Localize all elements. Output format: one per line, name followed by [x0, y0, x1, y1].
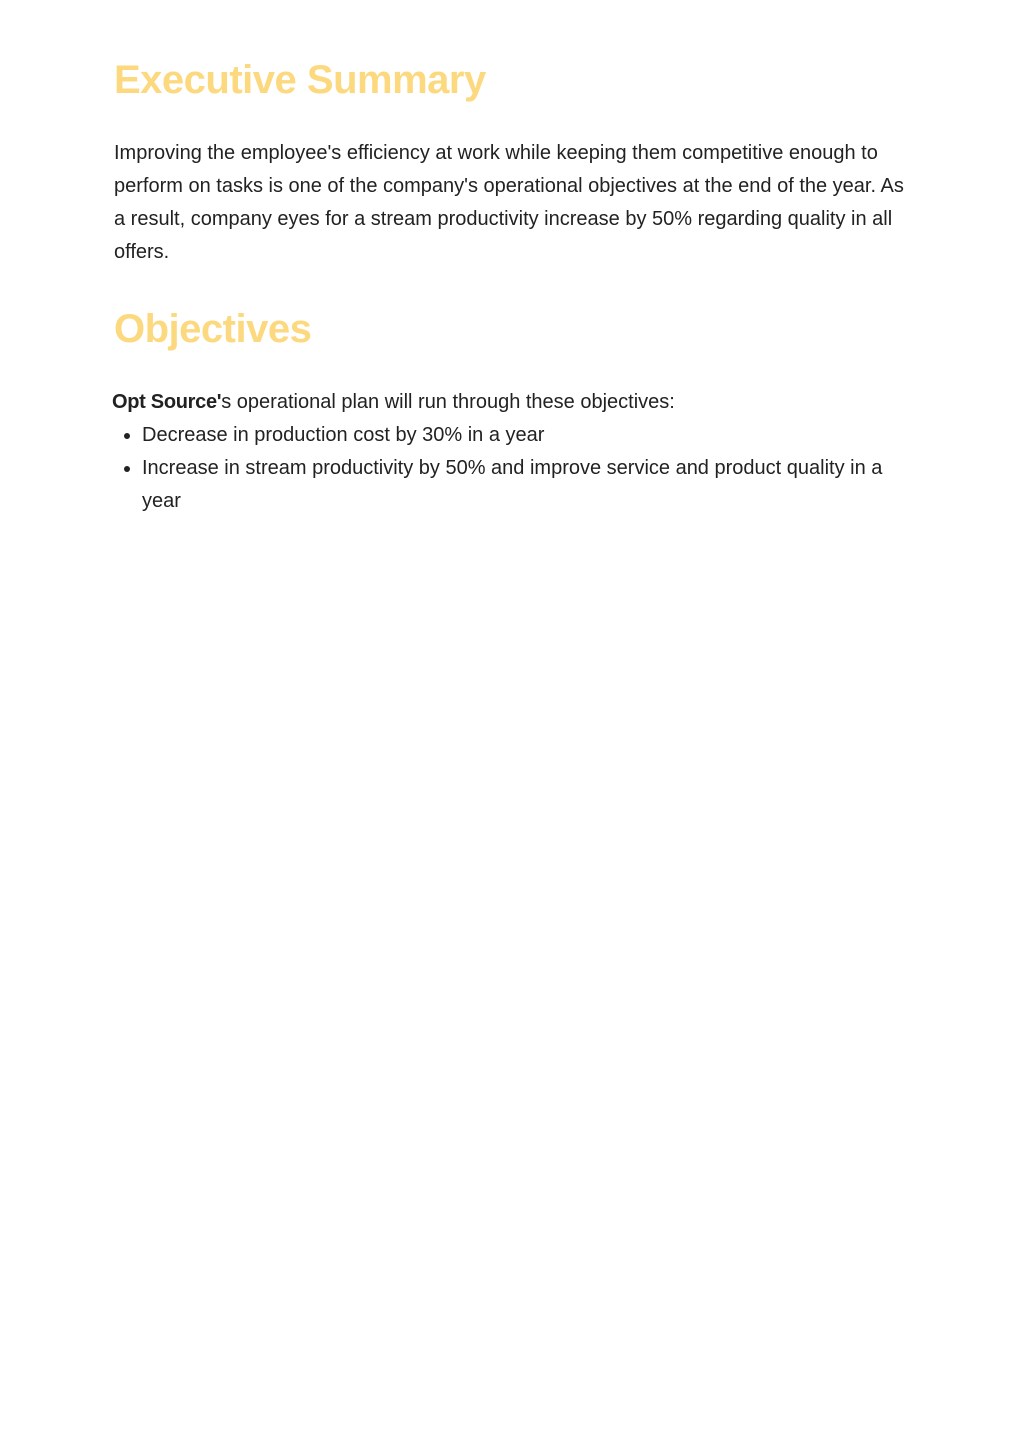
objectives-heading: Objectives: [114, 307, 312, 351]
objective-text: Decrease in production cost by 30% in a year: [142, 424, 545, 446]
bullet-icon: [124, 433, 130, 439]
executive-summary-heading: Executive Summary: [114, 58, 486, 102]
bullet-icon: [124, 466, 130, 472]
objectives-list: [114, 419, 904, 518]
list-item: [114, 452, 904, 518]
executive-summary-paragraph: Improving the employee's efficiency at work while keeping them competitive enough to perform on tasks is one of the company's operational objectives at the end of the year. As a result, company eyes for a stream productivity increase by 50% regarding quality in all offers.: [114, 142, 904, 263]
objectives-intro-text: s operational plan will run through these objectives:: [221, 391, 675, 413]
objectives-intro: [112, 386, 902, 419]
objective-text: Increase in stream productivity by 50% and improve service and product quality in a year: [142, 457, 883, 512]
list-item: [114, 419, 904, 452]
company-name: Opt Source': [112, 391, 222, 413]
